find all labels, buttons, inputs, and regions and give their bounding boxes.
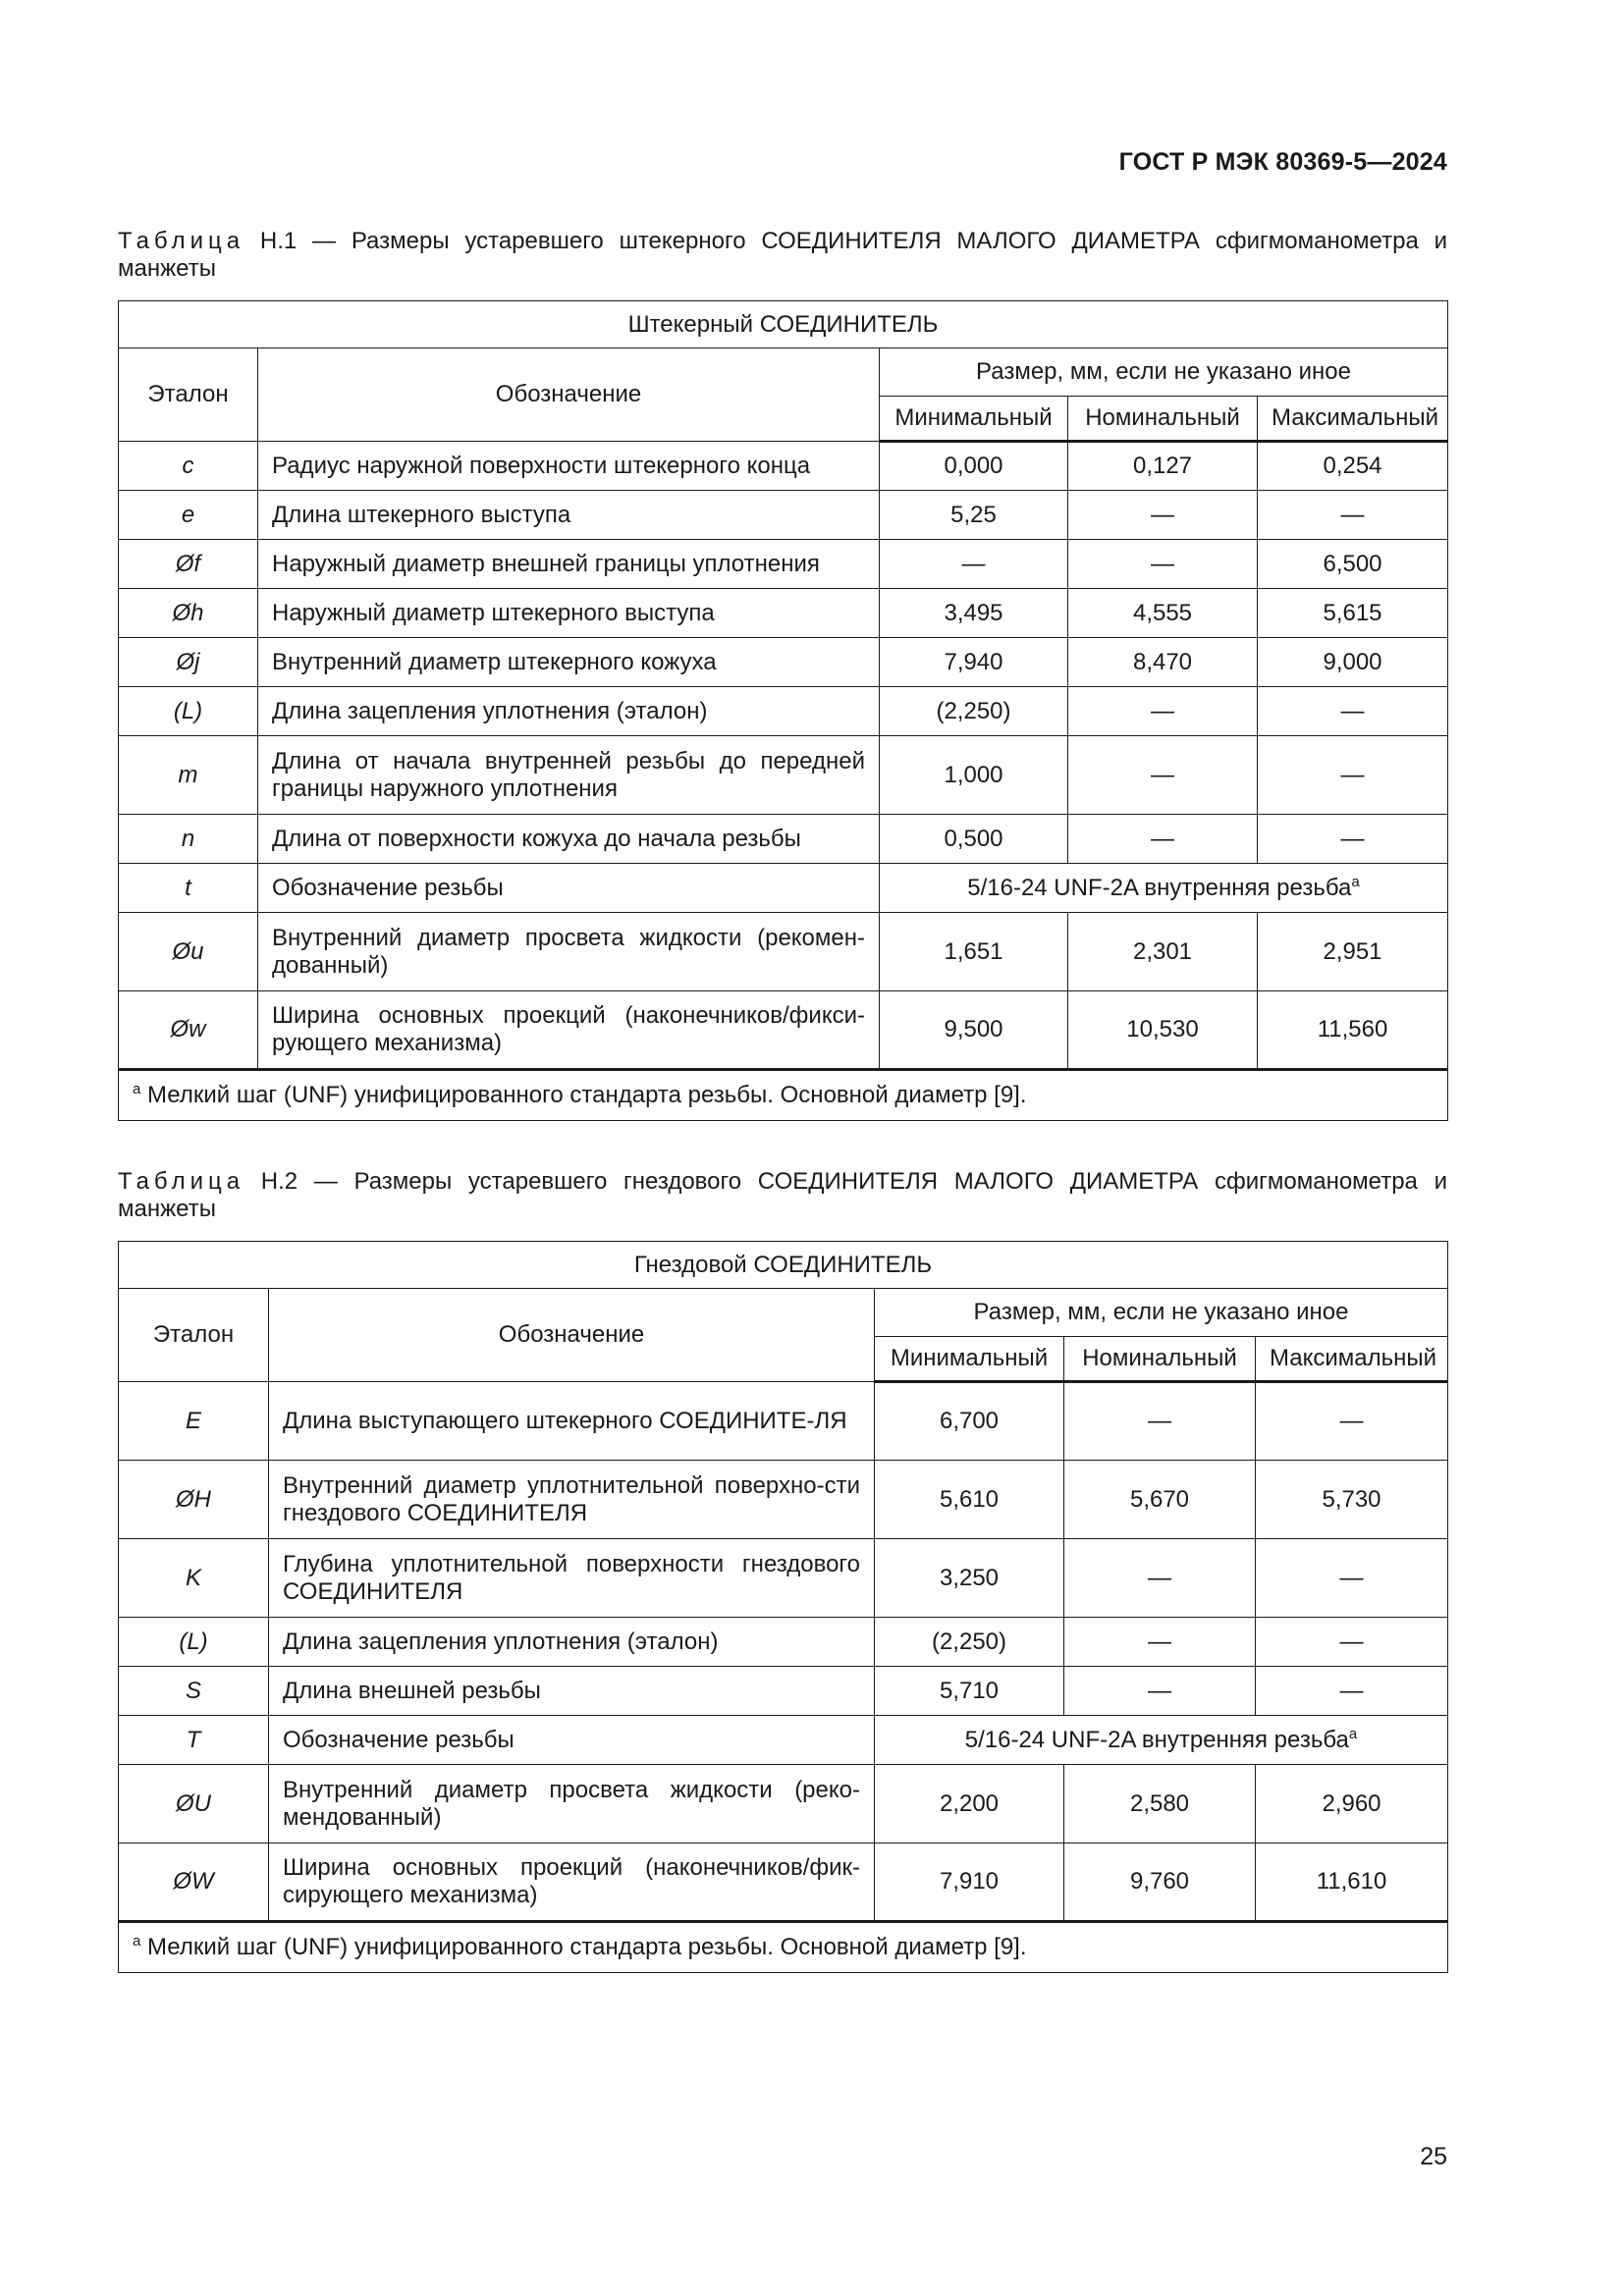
table2-footnote-text: Мелкий шаг (UNF) унифицированного стандарта резьбы. Основной диаметр [9]. [147,1934,1027,1960]
min-value-cell: 6,700 [875,1382,1064,1461]
max-value-cell: — [1258,687,1448,736]
table1-col-etalon: Эталон [119,348,258,442]
etalon-cell: S [119,1667,269,1716]
designation-cell: Длина зацепления уплотнения (эталон) [269,1618,875,1667]
min-value-cell: 1,000 [880,736,1068,815]
min-value-cell: 7,940 [880,638,1068,687]
designation-cell: Ширина основных проекций (наконечников/фик-сирующего механизма) [269,1843,875,1922]
table2-col-nom: Номинальный [1064,1337,1256,1382]
table2-col-max: Максимальный [1256,1337,1448,1382]
designation-cell: Наружный диаметр внешней границы уплотнения [258,540,880,589]
min-value-cell: 9,500 [880,991,1068,1070]
table-row [119,1765,1448,1843]
table-row [119,1843,1448,1922]
table1-footnote-mark: a [133,1081,141,1097]
nominal-value-cell: 8,470 [1068,638,1258,687]
etalon-cell: K [119,1539,269,1618]
table1 [118,300,1448,1121]
footnote-mark: a [1351,873,1360,890]
max-value-cell: — [1256,1539,1448,1618]
max-value-cell: — [1256,1382,1448,1461]
nominal-value-cell: — [1064,1382,1256,1461]
table1-footnote-text: Мелкий шаг (UNF) унифицированного стандарта резьбы. Основной диаметр [9]. [147,1082,1027,1108]
etalon-cell: m [119,736,258,815]
min-value-cell: 3,495 [880,589,1068,638]
min-value-cell: 0,500 [880,815,1068,864]
table1-group-title: Штекерный СОЕДИНИТЕЛЬ [119,301,1448,348]
max-value-cell: — [1258,815,1448,864]
thread-designation-cell [875,1716,1448,1765]
thread-designation-text: 5/16-24 UNF-2A внутренняя резьба [967,874,1352,901]
designation-cell: Наружный диаметр штекерного выступа [258,589,880,638]
etalon-cell: ØW [119,1843,269,1922]
etalon-cell: Øw [119,991,258,1070]
table-row [119,864,1448,913]
nominal-value-cell: 5,670 [1064,1461,1256,1539]
table-row [119,736,1448,815]
designation-cell: Внутренний диаметр просвета жидкости (реко-мендованный) [269,1765,875,1843]
min-value-cell: 2,200 [875,1765,1064,1843]
table-row [119,638,1448,687]
table-row [119,491,1448,540]
table1-col-min: Минимальный [880,397,1068,442]
designation-cell: Длина от начала внутренней резьбы до передней границы наружного уплотнения [258,736,880,815]
min-value-cell: 5,610 [875,1461,1064,1539]
table2-caption [118,1168,1447,1223]
etalon-cell: ØH [119,1461,269,1539]
min-value-cell: (2,250) [880,687,1068,736]
etalon-cell: E [119,1382,269,1461]
min-value-cell: 5,25 [880,491,1068,540]
nominal-value-cell: 9,760 [1064,1843,1256,1922]
table2-group-title: Гнездовой СОЕДИНИТЕЛЬ [119,1242,1448,1289]
max-value-cell: 11,560 [1258,991,1448,1070]
table2-caption-text: H.2 — Размеры устаревшего гнездового СОЕДИНИТЕЛЯ МАЛОГО ДИАМЕТРА сфигмоманометра и манжеты [118,1168,1447,1222]
table1-footnote [119,1070,1448,1121]
etalon-cell: e [119,491,258,540]
table-row [119,442,1448,491]
etalon-cell: T [119,1716,269,1765]
nominal-value-cell: — [1068,687,1258,736]
table-row [119,1667,1448,1716]
designation-cell: Ширина основных проекций (наконечников/фикси-рующего механизма) [258,991,880,1070]
table1-col-nom: Номинальный [1068,397,1258,442]
max-value-cell: 6,500 [1258,540,1448,589]
etalon-cell: Øu [119,913,258,991]
table-row [119,991,1448,1070]
document-code: ГОСТ Р МЭК 80369-5—2024 [1118,148,1447,176]
table2 [118,1241,1448,1973]
footnote-mark: a [1348,1725,1358,1742]
table-row [119,1716,1448,1765]
min-value-cell: — [880,540,1068,589]
max-value-cell: 2,951 [1258,913,1448,991]
min-value-cell: 5,710 [875,1667,1064,1716]
max-value-cell: 0,254 [1258,442,1448,491]
etalon-cell: t [119,864,258,913]
etalon-cell: ØU [119,1765,269,1843]
designation-cell: Длина выступающего штекерного СОЕДИНИТЕ-ЛЯ [269,1382,875,1461]
nominal-value-cell: — [1068,815,1258,864]
max-value-cell: — [1256,1618,1448,1667]
nominal-value-cell: — [1064,1539,1256,1618]
max-value-cell: 5,730 [1256,1461,1448,1539]
designation-cell: Внутренний диаметр просвета жидкости (рекомен-дованный) [258,913,880,991]
etalon-cell: (L) [119,687,258,736]
nominal-value-cell: — [1068,736,1258,815]
table2-footnote [119,1922,1448,1973]
table2-caption-prefix: Таблица [118,1168,245,1195]
table2-col-size: Размер, мм, если не указано иное [875,1289,1448,1337]
designation-cell: Глубина уплотнительной поверхности гнездового СОЕДИНИТЕЛЯ [269,1539,875,1618]
etalon-cell: (L) [119,1618,269,1667]
table1-caption-prefix: Таблица [118,228,245,254]
max-value-cell: — [1258,491,1448,540]
table2-col-etalon: Эталон [119,1289,269,1382]
max-value-cell: 5,615 [1258,589,1448,638]
min-value-cell: 0,000 [880,442,1068,491]
nominal-value-cell: 2,301 [1068,913,1258,991]
table-row [119,687,1448,736]
max-value-cell: — [1258,736,1448,815]
etalon-cell: Øf [119,540,258,589]
table-row [119,540,1448,589]
nominal-value-cell: 0,127 [1068,442,1258,491]
designation-cell: Обозначение резьбы [258,864,880,913]
etalon-cell: c [119,442,258,491]
nominal-value-cell: — [1064,1667,1256,1716]
nominal-value-cell: — [1064,1618,1256,1667]
table-row [119,589,1448,638]
designation-cell: Внутренний диаметр штекерного кожуха [258,638,880,687]
max-value-cell: — [1256,1667,1448,1716]
designation-cell: Радиус наружной поверхности штекерного конца [258,442,880,491]
min-value-cell: 7,910 [875,1843,1064,1922]
table1-col-designation: Обозначение [258,348,880,442]
table2-col-designation: Обозначение [269,1289,875,1382]
designation-cell: Длина внешней резьбы [269,1667,875,1716]
designation-cell: Внутренний диаметр уплотнительной поверхно-сти гнездового СОЕДИНИТЕЛЯ [269,1461,875,1539]
max-value-cell: 11,610 [1256,1843,1448,1922]
designation-cell: Длина зацепления уплотнения (эталон) [258,687,880,736]
max-value-cell: 2,960 [1256,1765,1448,1843]
nominal-value-cell: 10,530 [1068,991,1258,1070]
etalon-cell: n [119,815,258,864]
designation-cell: Длина штекерного выступа [258,491,880,540]
table1-col-max: Максимальный [1258,397,1448,442]
thread-designation-text: 5/16-24 UNF-2A внутренняя резьба [964,1726,1349,1753]
table-row [119,1382,1448,1461]
min-value-cell: (2,250) [875,1618,1064,1667]
table-row [119,1618,1448,1667]
table-row [119,1539,1448,1618]
table2-col-min: Минимальный [875,1337,1064,1382]
table1-col-size: Размер, мм, если не указано иное [880,348,1448,397]
etalon-cell: Øj [119,638,258,687]
page-number: 25 [1420,2143,1447,2170]
nominal-value-cell: 4,555 [1068,589,1258,638]
designation-cell: Обозначение резьбы [269,1716,875,1765]
min-value-cell: 3,250 [875,1539,1064,1618]
nominal-value-cell: 2,580 [1064,1765,1256,1843]
min-value-cell: 1,651 [880,913,1068,991]
table-row [119,1461,1448,1539]
table1-caption [118,228,1447,283]
etalon-cell: Øh [119,589,258,638]
thread-designation-cell [880,864,1448,913]
table-row [119,913,1448,991]
table2-footnote-mark: a [133,1933,141,1949]
designation-cell: Длина от поверхности кожуха до начала резьбы [258,815,880,864]
nominal-value-cell: — [1068,540,1258,589]
nominal-value-cell: — [1068,491,1258,540]
table-row [119,815,1448,864]
table1-caption-text: H.1 — Размеры устаревшего штекерного СОЕДИНИТЕЛЯ МАЛОГО ДИАМЕТРА сфигмоманометра и манжеты [118,228,1447,282]
max-value-cell: 9,000 [1258,638,1448,687]
